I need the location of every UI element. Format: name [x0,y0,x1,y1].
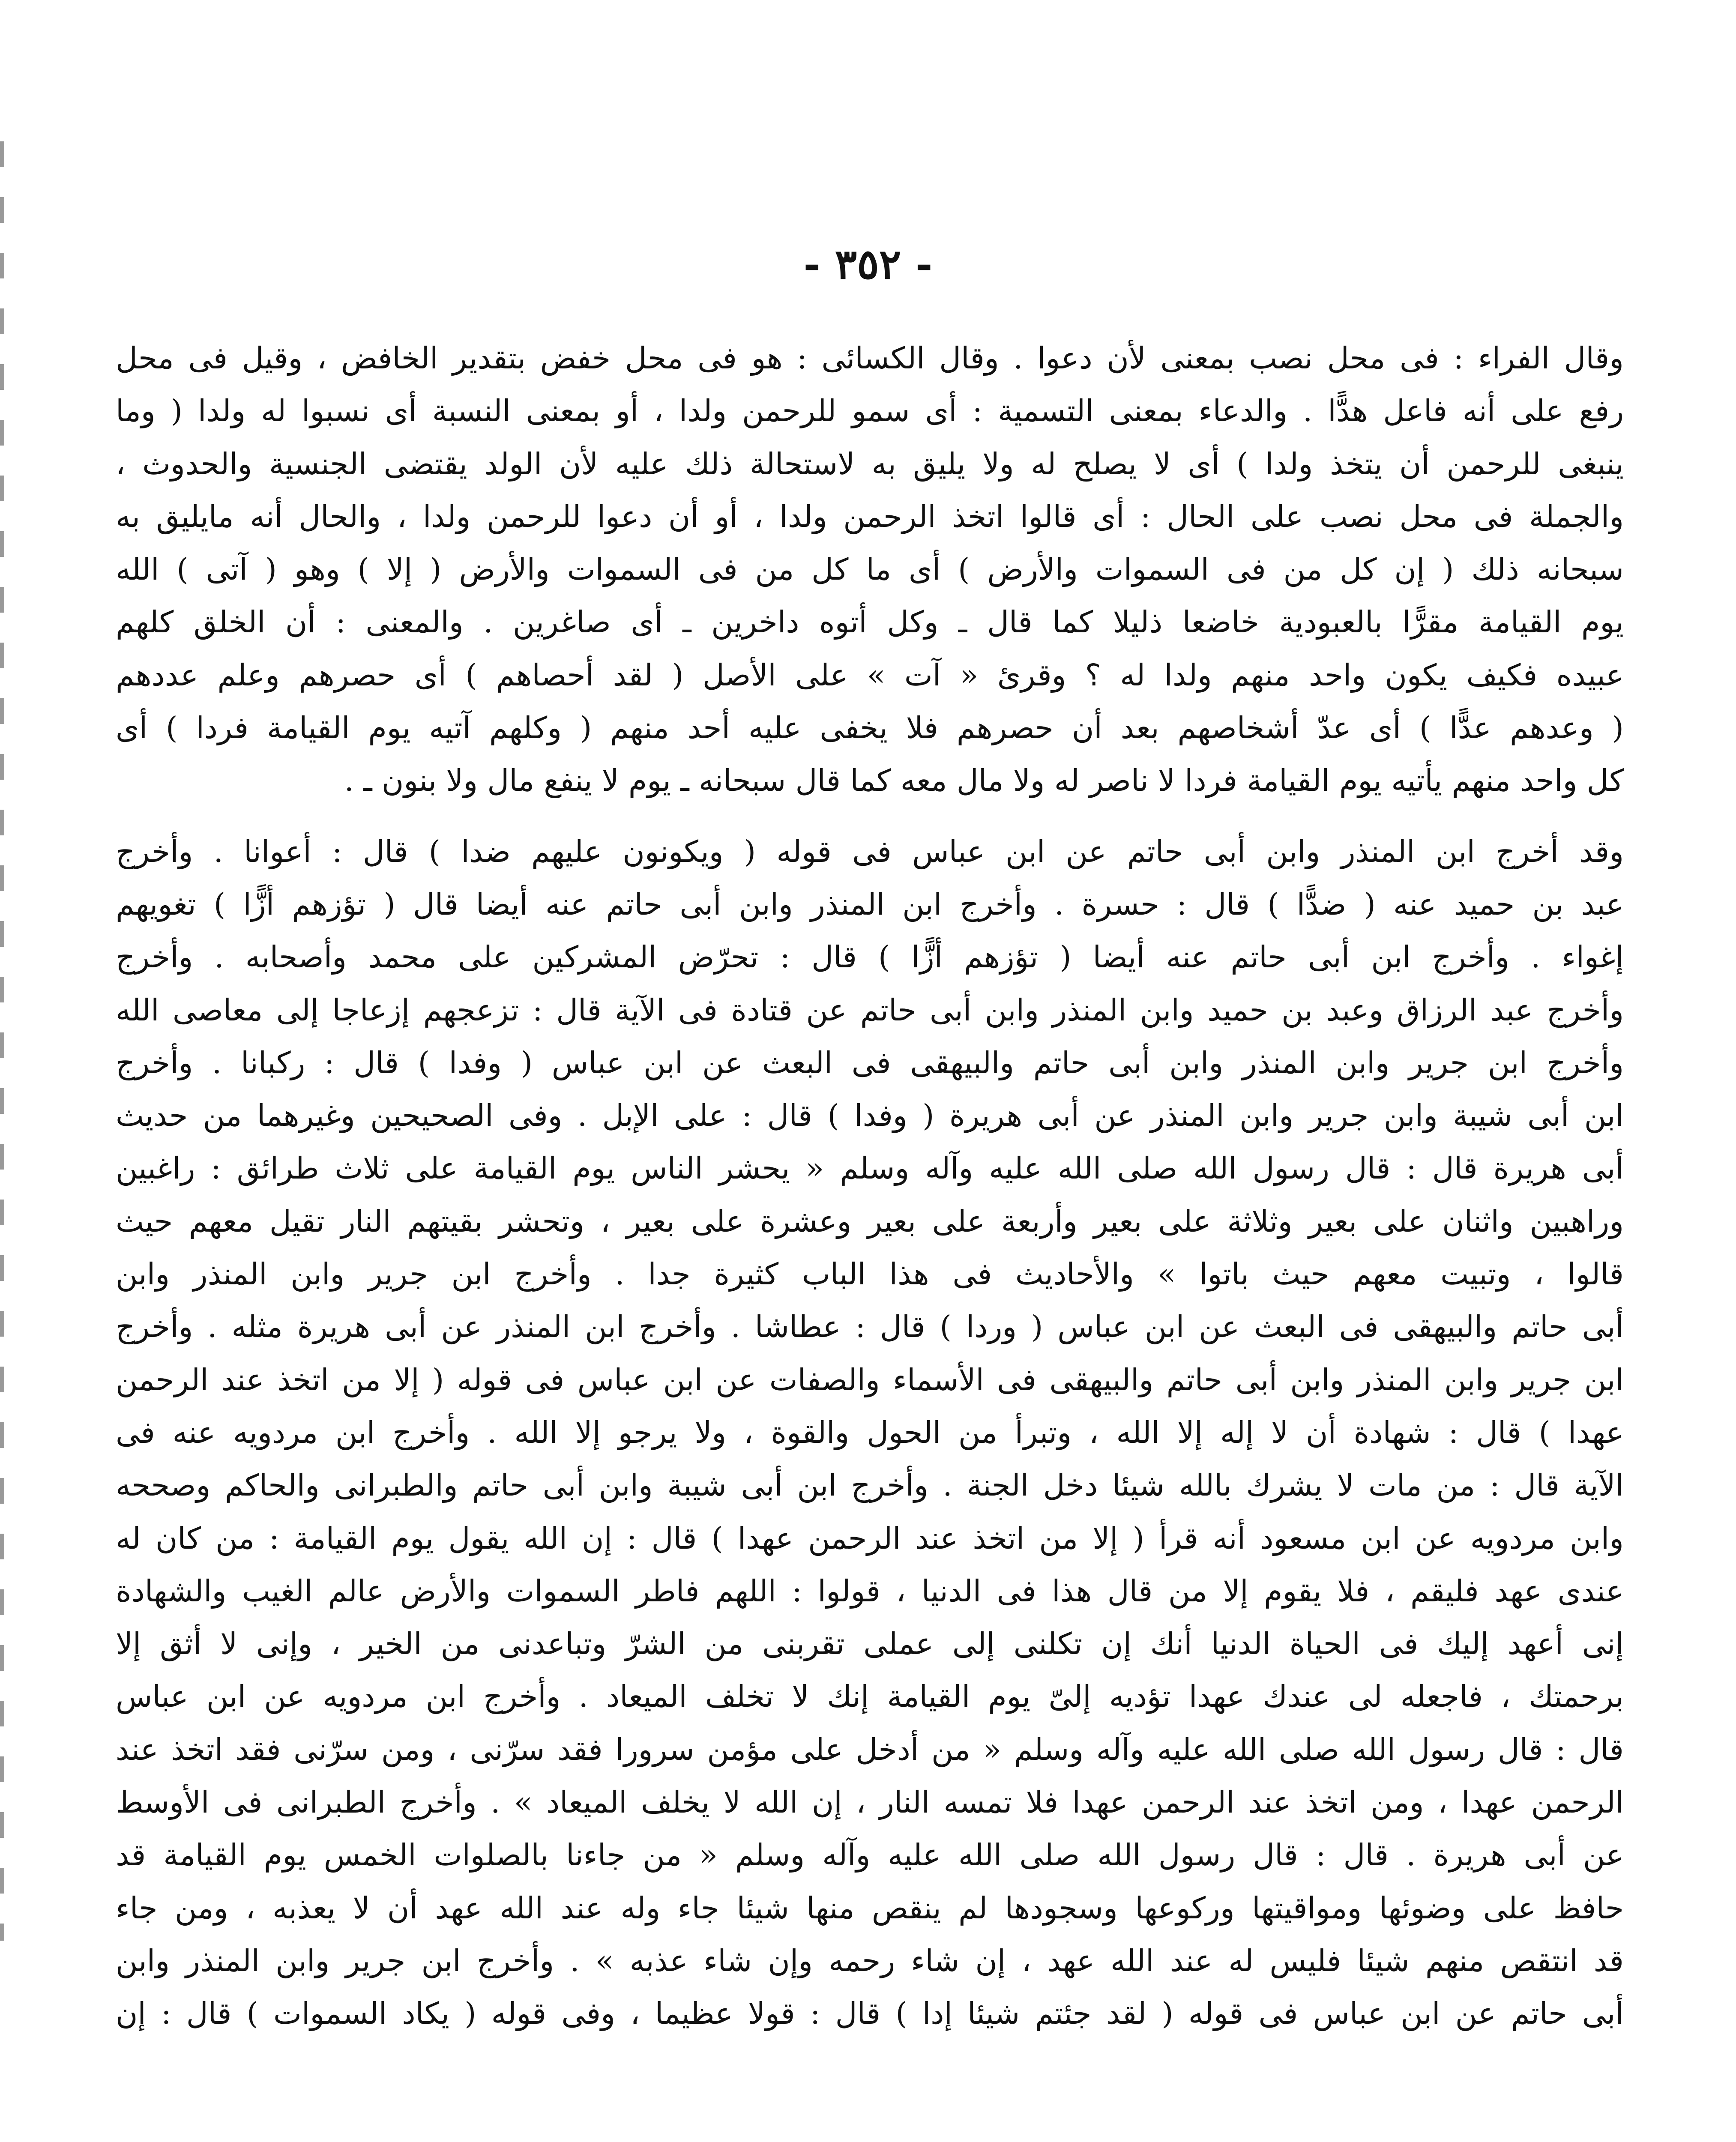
text-line: أبى هريرة قال : قال رسول الله صلى الله عليه وآله وسلم « يحشر الناس يوم القيامة على ثلاث طرائق : راغبين [116,1151,1624,1186]
text-line: وقال الفراء : فى محل نصب بمعنى لأن دعوا . وقال الكسائى : هو فى محل خفض بتقدير الخافض ، وقيل فى محل [116,341,1624,376]
text-line: قال : قال رسول الله صلى الله عليه وآله وسلم « من أدخل على مؤمن سرورا فقد سرّنى ، ومن سرّنى فقد اتخذ عند [116,1732,1624,1767]
text-line: إنى أعهد إليك فى الحياة الدنيا أنك إن تكلنى إلى عملى تقربنى من الشرّ وتباعدنى من الخير ، وإنى لا أثق إلا [116,1626,1624,1662]
text-line: يوم القيامة مقرًّا بالعبودية خاضعا ذليلا كما قال ـ وكل أتوه داخرين ـ أى صاغرين . والمعنى : أن الخلق كلهم [116,604,1624,640]
text-line: وقد أخرج ابن المنذر وابن أبى حاتم عن ابن عباس فى قوله ( ويكونون عليهم ضدا ) قال : أعوانا . وأخرج [116,834,1624,869]
page-body [116,332,1624,2040]
text-line: أبى حاتم عن ابن عباس فى قوله ( لقد جئتم شيئا إدا ) قال : قولا عظيما ، وفى قوله ( يكاد السموات ) قال : إن [116,1996,1624,2031]
scan-edge-mark [0,141,4,1941]
text-line: الرحمن عهدا ، ومن اتخذ عند الرحمن عهدا فلا تمسه النار ، إن الله لا يخلف الميعاد » . وأخرج الطبرانى فى الأوسط [116,1785,1624,1820]
text-line: والجملة فى محل نصب على الحال : أى قالوا اتخذ الرحمن ولدا ، أو أن دعوا للرحمن ولدا ، والحال أنه مايليق به [116,499,1624,534]
text-line: الآية قال : من مات لا يشرك بالله شيئا دخل الجنة . وأخرج ابن أبى شيبة وابن أبى حاتم والطبرانى والحاكم وصححه [116,1468,1624,1503]
page-number: - ٣٥٢ - [803,240,933,288]
text-line: عندى عهد فليقم ، فلا يقوم إلا من قال هذا فى الدنيا ، قولوا : اللهم فاطر السموات والأرض عالم الغيب والشهادة [116,1573,1624,1609]
text-line: عن أبى هريرة . قال : قال رسول الله صلى الله عليه وآله وسلم « من جاءنا بالصلوات الخمس يوم القيامة قد [116,1837,1624,1873]
text-line: وأخرج عبد الرزاق وعبد بن حميد وابن المنذر وابن أبى حاتم عن قتادة فى الآية قال : تزعجهم إزعاجا إلى معاصى الله [116,992,1624,1028]
text-line: برحمتك ، فاجعله لى عندك عهدا تؤديه إلىّ يوم القيامة إنك لا تخلف الميعاد . وأخرج ابن مردويه عن ابن عباس [116,1679,1624,1714]
paragraph-2 [116,826,1624,2040]
paragraph-gap [116,808,1624,826]
text-line: عهدا ) قال : شهادة أن لا إله إلا الله ، وتبرأ من الحول والقوة ، ولا يرجو إلا الله . وأخرج ابن مردويه عنه فى [116,1415,1624,1450]
text-line: رفع على أنه فاعل هدًّا . والدعاء بمعنى التسمية : أى سمو للرحمن ولدا ، أو بمعنى النسبة أى نسبوا له ولدا ( وما [116,393,1624,429]
text-line: كل واحد منهم يأتيه يوم القيامة فردا لا ناصر له ولا مال معه كما قال سبحانه ـ يوم لا ينفع مال ولا بنون ـ . [344,763,1624,799]
text-line: قد انتقص منهم شيئا فليس له عند الله عهد ، إن شاء رحمه وإن شاء عذبه » . وأخرج ابن جرير وابن المنذر وابن [116,1943,1624,1978]
text-line: ينبغى للرحمن أن يتخذ ولدا ) أى لا يصلح له ولا يليق به لاستحالة ذلك عليه لأن الولد يقتضى الجنسية والحدوث ، [116,446,1624,482]
text-line: ( وعدهم عدًّا ) أى عدّ أشخاصهم بعد أن حصرهم فلا يخفى عليه أحد منهم ( وكلهم آتيه يوم القيامة فردا ) أى [116,710,1624,746]
text-line: ابن جرير وابن المنذر وابن أبى حاتم والبيهقى فى الأسماء والصفات عن ابن عباس فى قوله ( إلا من اتخذ عند الرحمن [116,1362,1624,1397]
text-line: عبد بن حميد عنه ( ضدًّا ) قال : حسرة . وأخرج ابن المنذر وابن أبى حاتم عنه أيضا قال ( تؤزهم أزًّا ) تغويهم [116,886,1624,922]
text-line: وابن مردويه عن ابن مسعود أنه قرأ ( إلا من اتخذ عند الرحمن عهدا ) قال : إن الله يقول يوم القيامة : من كان له [116,1520,1624,1556]
paragraph-1 [116,332,1624,808]
text-line: أبى حاتم والبيهقى فى البعث عن ابن عباس ( وردا ) قال : عطاشا . وأخرج ابن المنذر عن أبى هريرة مثله . وأخرج [116,1309,1624,1345]
text-line: حافظ على وضوئها ومواقيتها وركوعها وسجودها لم ينقص منها شيئا جاء وله عند الله عهد أن لا يعذبه ، ومن جاء [116,1890,1624,1926]
text-line: عبيده فكيف يكون واحد منهم ولدا له ؟ وقرئ « آت » على الأصل ( لقد أحصاهم ) أى حصرهم وعلم عددهم [116,657,1624,693]
text-line: وراهبين واثنان على بعير وثلاثة على بعير وأربعة على بعير وعشرة على بعير ، وتحشر بقيتهم النار تقيل معهم حيث [116,1203,1624,1239]
text-line: إغواء . وأخرج ابن أبى حاتم عنه أيضا ( تؤزهم أزًّا ) قال : تحرّض المشركين على محمد وأصحابه . وأخرج [116,939,1624,975]
text-line: سبحانه ذلك ( إن كل من فى السموات والأرض ) أى ما كل من فى السموات والأرض ( إلا ) وهو ( آتى ) الله [116,552,1624,587]
text-line: قالوا ، وتبيت معهم حيث باتوا » والأحاديث فى هذا الباب كثيرة جدا . وأخرج ابن جرير وابن المنذر وابن [116,1256,1624,1292]
text-line: ابن أبى شيبة وابن جرير وابن المنذر عن أبى هريرة ( وفدا ) قال : على الإبل . وفى الصحيحين وغيرهما من حديث [116,1098,1624,1134]
text-line: وأخرج ابن جرير وابن المنذر وابن أبى حاتم والبيهقى فى البعث عن ابن عباس ( وفدا ) قال : ركبانا . وأخرج [116,1045,1624,1080]
